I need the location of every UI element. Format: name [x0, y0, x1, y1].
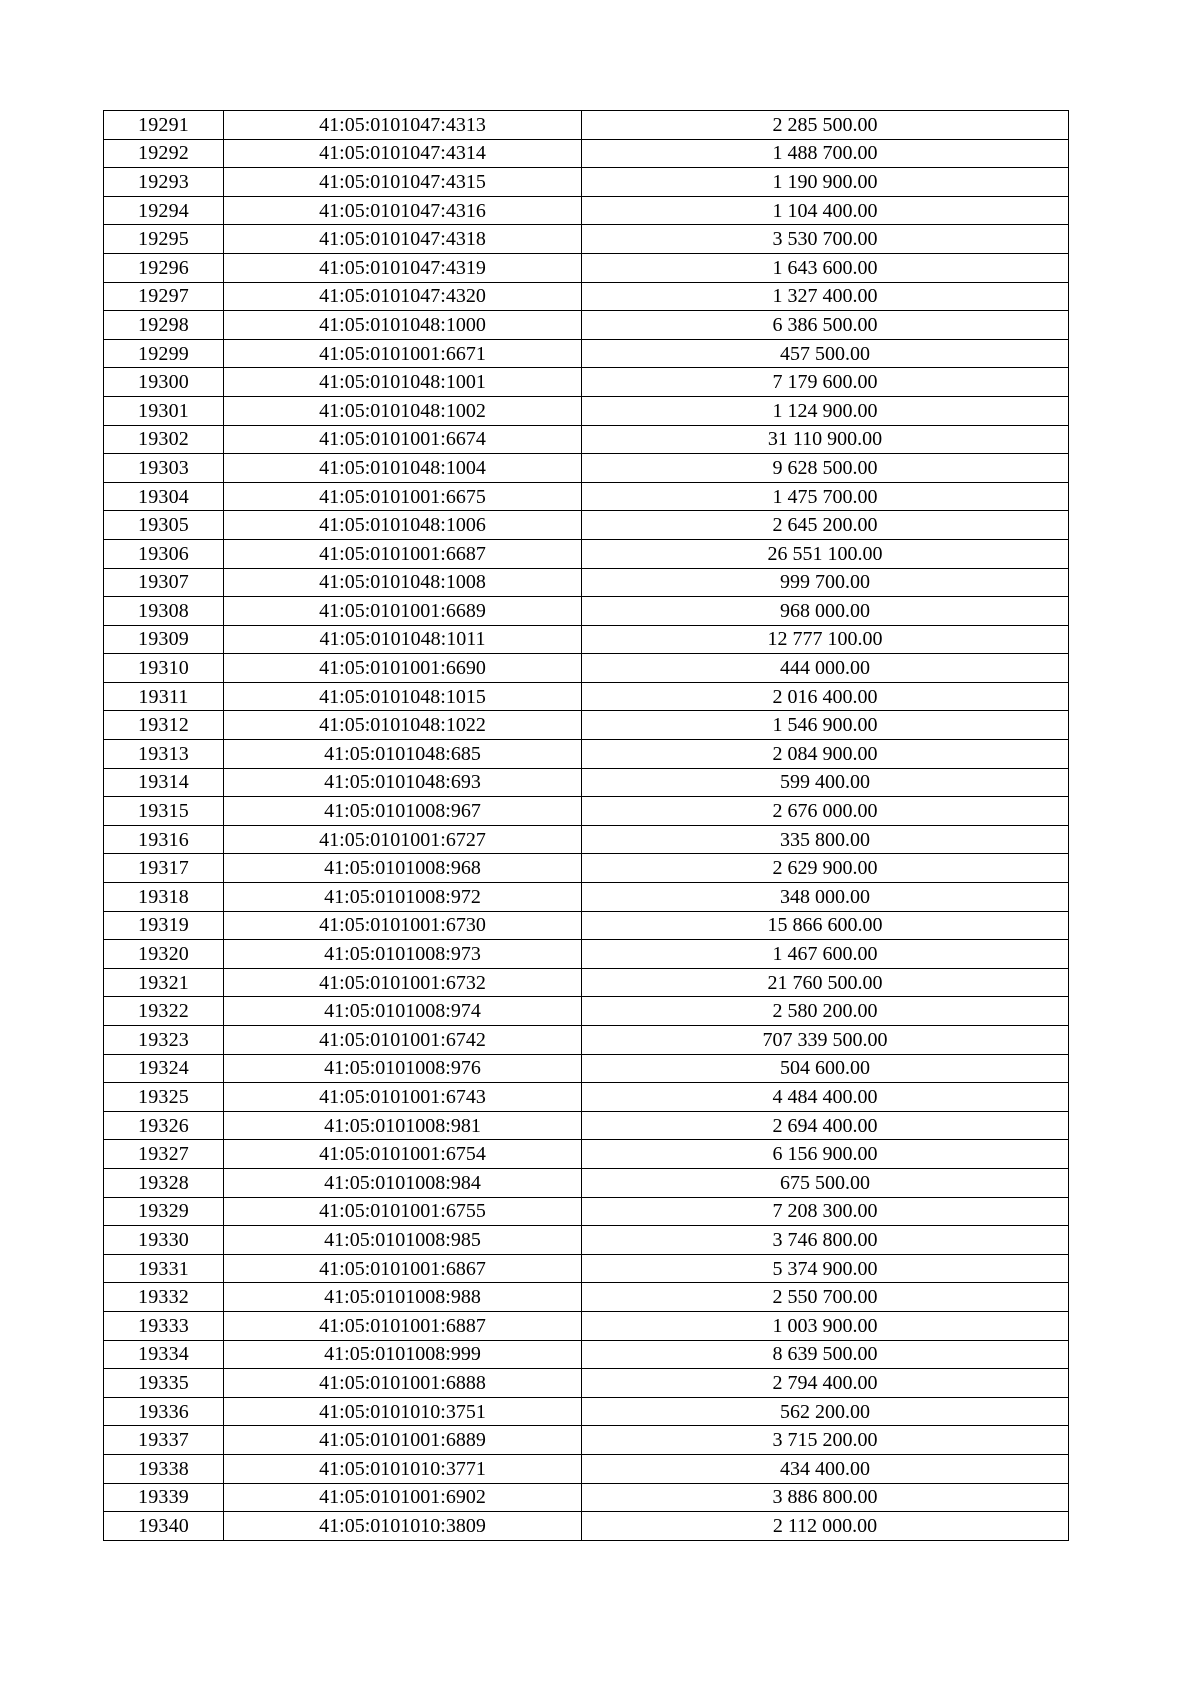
cadastral-number-cell: 41:05:0101048:685	[224, 740, 582, 769]
cadastral-number-cell: 41:05:0101047:4315	[224, 168, 582, 197]
cadastral-value-cell: 31 110 900.00	[582, 425, 1069, 454]
table-row	[104, 196, 1069, 225]
cadastral-value-cell: 2 016 400.00	[582, 682, 1069, 711]
cadastral-number-cell: 41:05:0101008:985	[224, 1226, 582, 1255]
row-number-cell: 19337	[104, 1426, 224, 1455]
table-row	[104, 997, 1069, 1026]
cadastral-value-cell: 2 550 700.00	[582, 1283, 1069, 1312]
cadastral-number-cell: 41:05:0101048:1002	[224, 396, 582, 425]
table-row	[104, 797, 1069, 826]
row-number-cell: 19315	[104, 797, 224, 826]
cadastral-number-cell: 41:05:0101048:1008	[224, 568, 582, 597]
table-row	[104, 253, 1069, 282]
cadastral-number-cell: 41:05:0101048:1015	[224, 682, 582, 711]
cadastral-number-cell: 41:05:0101008:988	[224, 1283, 582, 1312]
row-number-cell: 19314	[104, 768, 224, 797]
cadastral-number-cell: 41:05:0101001:6888	[224, 1369, 582, 1398]
cadastral-value-cell: 1 327 400.00	[582, 282, 1069, 311]
cadastral-value-cell: 3 886 800.00	[582, 1483, 1069, 1512]
table-row	[104, 1111, 1069, 1140]
table-row	[104, 568, 1069, 597]
table-row	[104, 1254, 1069, 1283]
cadastral-value-cell: 1 467 600.00	[582, 940, 1069, 969]
row-number-cell: 19300	[104, 368, 224, 397]
table-row	[104, 1426, 1069, 1455]
cadastral-number-cell: 41:05:0101001:6689	[224, 597, 582, 626]
row-number-cell: 19302	[104, 425, 224, 454]
cadastral-value-cell: 2 112 000.00	[582, 1512, 1069, 1541]
row-number-cell: 19338	[104, 1454, 224, 1483]
cadastral-number-cell: 41:05:0101001:6730	[224, 911, 582, 940]
table-row	[104, 883, 1069, 912]
table-row	[104, 539, 1069, 568]
cadastral-number-cell: 41:05:0101048:1000	[224, 311, 582, 340]
row-number-cell: 19322	[104, 997, 224, 1026]
row-number-cell: 19297	[104, 282, 224, 311]
table-row	[104, 168, 1069, 197]
cadastral-value-cell: 26 551 100.00	[582, 539, 1069, 568]
row-number-cell: 19336	[104, 1397, 224, 1426]
row-number-cell: 19319	[104, 911, 224, 940]
cadastral-value-cell: 2 694 400.00	[582, 1111, 1069, 1140]
row-number-cell: 19323	[104, 1026, 224, 1055]
cadastral-number-cell: 41:05:0101008:967	[224, 797, 582, 826]
row-number-cell: 19324	[104, 1054, 224, 1083]
table-row	[104, 482, 1069, 511]
cadastral-value-cell: 21 760 500.00	[582, 968, 1069, 997]
table-row	[104, 1397, 1069, 1426]
cadastral-number-cell: 41:05:0101047:4314	[224, 139, 582, 168]
table-row	[104, 597, 1069, 626]
table-row	[104, 1054, 1069, 1083]
cadastral-value-cell: 1 104 400.00	[582, 196, 1069, 225]
cadastral-number-cell: 41:05:0101047:4319	[224, 253, 582, 282]
cadastral-value-cell: 1 003 900.00	[582, 1311, 1069, 1340]
cadastral-value-cell: 9 628 500.00	[582, 454, 1069, 483]
row-number-cell: 19298	[104, 311, 224, 340]
cadastral-number-cell: 41:05:0101001:6675	[224, 482, 582, 511]
cadastral-number-cell: 41:05:0101008:972	[224, 883, 582, 912]
table-row	[104, 1226, 1069, 1255]
cadastral-value-cell: 12 777 100.00	[582, 625, 1069, 654]
cadastral-value-cell: 1 643 600.00	[582, 253, 1069, 282]
cadastral-value-cell: 3 746 800.00	[582, 1226, 1069, 1255]
row-number-cell: 19301	[104, 396, 224, 425]
cadastral-number-cell: 41:05:0101047:4316	[224, 196, 582, 225]
cadastral-number-cell: 41:05:0101047:4318	[224, 225, 582, 254]
table-row	[104, 911, 1069, 940]
cadastral-number-cell: 41:05:0101048:1001	[224, 368, 582, 397]
cadastral-value-cell: 504 600.00	[582, 1054, 1069, 1083]
cadastral-number-cell: 41:05:0101001:6674	[224, 425, 582, 454]
table-row	[104, 111, 1069, 140]
table-row	[104, 311, 1069, 340]
row-number-cell: 19318	[104, 883, 224, 912]
cadastral-number-cell: 41:05:0101010:3771	[224, 1454, 582, 1483]
cadastral-value-cell: 444 000.00	[582, 654, 1069, 683]
cadastral-number-cell: 41:05:0101001:6742	[224, 1026, 582, 1055]
table-row	[104, 139, 1069, 168]
cadastral-number-cell: 41:05:0101008:973	[224, 940, 582, 969]
table-row	[104, 1311, 1069, 1340]
row-number-cell: 19294	[104, 196, 224, 225]
row-number-cell: 19327	[104, 1140, 224, 1169]
cadastral-value-cell: 6 156 900.00	[582, 1140, 1069, 1169]
cadastral-number-cell: 41:05:0101008:968	[224, 854, 582, 883]
cadastral-number-cell: 41:05:0101001:6755	[224, 1197, 582, 1226]
cadastral-number-cell: 41:05:0101008:976	[224, 1054, 582, 1083]
table-row	[104, 854, 1069, 883]
cadastral-value-cell: 5 374 900.00	[582, 1254, 1069, 1283]
cadastral-number-cell: 41:05:0101001:6743	[224, 1083, 582, 1112]
table-row	[104, 825, 1069, 854]
cadastral-value-cell: 968 000.00	[582, 597, 1069, 626]
table-row	[104, 968, 1069, 997]
row-number-cell: 19330	[104, 1226, 224, 1255]
cadastral-value-cell: 2 629 900.00	[582, 854, 1069, 883]
cadastral-number-cell: 41:05:0101047:4320	[224, 282, 582, 311]
cadastral-number-cell: 41:05:0101001:6732	[224, 968, 582, 997]
row-number-cell: 19334	[104, 1340, 224, 1369]
row-number-cell: 19293	[104, 168, 224, 197]
row-number-cell: 19305	[104, 511, 224, 540]
cadastral-value-cell: 707 339 500.00	[582, 1026, 1069, 1055]
cadastral-number-cell: 41:05:0101048:1006	[224, 511, 582, 540]
row-number-cell: 19291	[104, 111, 224, 140]
cadastral-value-cell: 7 179 600.00	[582, 368, 1069, 397]
cadastral-value-cell: 2 676 000.00	[582, 797, 1069, 826]
row-number-cell: 19332	[104, 1283, 224, 1312]
cadastral-number-cell: 41:05:0101001:6889	[224, 1426, 582, 1455]
row-number-cell: 19299	[104, 339, 224, 368]
table-row	[104, 711, 1069, 740]
table-row	[104, 1483, 1069, 1512]
row-number-cell: 19310	[104, 654, 224, 683]
table-row	[104, 1168, 1069, 1197]
cadastral-number-cell: 41:05:0101001:6887	[224, 1311, 582, 1340]
cadastral-value-table	[103, 110, 1069, 1541]
cadastral-value-cell: 675 500.00	[582, 1168, 1069, 1197]
cadastral-value-cell: 7 208 300.00	[582, 1197, 1069, 1226]
cadastral-number-cell: 41:05:0101008:974	[224, 997, 582, 1026]
table-row	[104, 1197, 1069, 1226]
table-row	[104, 368, 1069, 397]
cadastral-value-cell: 3 530 700.00	[582, 225, 1069, 254]
cadastral-value-cell: 2 580 200.00	[582, 997, 1069, 1026]
cadastral-value-cell: 4 484 400.00	[582, 1083, 1069, 1112]
cadastral-value-cell: 599 400.00	[582, 768, 1069, 797]
cadastral-value-cell: 3 715 200.00	[582, 1426, 1069, 1455]
table-row	[104, 682, 1069, 711]
cadastral-number-cell: 41:05:0101048:693	[224, 768, 582, 797]
row-number-cell: 19295	[104, 225, 224, 254]
row-number-cell: 19329	[104, 1197, 224, 1226]
row-number-cell: 19321	[104, 968, 224, 997]
cadastral-number-cell: 41:05:0101048:1011	[224, 625, 582, 654]
table-body	[104, 111, 1069, 1541]
row-number-cell: 19311	[104, 682, 224, 711]
table-row	[104, 1283, 1069, 1312]
cadastral-number-cell: 41:05:0101010:3751	[224, 1397, 582, 1426]
table-row	[104, 1454, 1069, 1483]
cadastral-value-cell: 335 800.00	[582, 825, 1069, 854]
row-number-cell: 19292	[104, 139, 224, 168]
cadastral-value-cell: 1 124 900.00	[582, 396, 1069, 425]
table-row	[104, 511, 1069, 540]
row-number-cell: 19317	[104, 854, 224, 883]
row-number-cell: 19335	[104, 1369, 224, 1398]
cadastral-number-cell: 41:05:0101001:6727	[224, 825, 582, 854]
cadastral-value-cell: 2 285 500.00	[582, 111, 1069, 140]
cadastral-number-cell: 41:05:0101048:1004	[224, 454, 582, 483]
cadastral-number-cell: 41:05:0101008:999	[224, 1340, 582, 1369]
cadastral-number-cell: 41:05:0101047:4313	[224, 111, 582, 140]
row-number-cell: 19303	[104, 454, 224, 483]
row-number-cell: 19296	[104, 253, 224, 282]
cadastral-number-cell: 41:05:0101001:6690	[224, 654, 582, 683]
cadastral-value-cell: 999 700.00	[582, 568, 1069, 597]
row-number-cell: 19339	[104, 1483, 224, 1512]
row-number-cell: 19326	[104, 1111, 224, 1140]
table-row	[104, 1083, 1069, 1112]
cadastral-value-cell: 6 386 500.00	[582, 311, 1069, 340]
table-row	[104, 1026, 1069, 1055]
row-number-cell: 19308	[104, 597, 224, 626]
row-number-cell: 19306	[104, 539, 224, 568]
cadastral-number-cell: 41:05:0101008:981	[224, 1111, 582, 1140]
cadastral-number-cell: 41:05:0101001:6867	[224, 1254, 582, 1283]
cadastral-value-cell: 2 645 200.00	[582, 511, 1069, 540]
cadastral-value-cell: 2 794 400.00	[582, 1369, 1069, 1398]
cadastral-value-cell: 434 400.00	[582, 1454, 1069, 1483]
cadastral-value-cell: 1 546 900.00	[582, 711, 1069, 740]
table-row	[104, 625, 1069, 654]
cadastral-number-cell: 41:05:0101001:6754	[224, 1140, 582, 1169]
cadastral-value-cell: 1 190 900.00	[582, 168, 1069, 197]
table-row	[104, 396, 1069, 425]
table-row	[104, 282, 1069, 311]
table-row	[104, 339, 1069, 368]
cadastral-number-cell: 41:05:0101010:3809	[224, 1512, 582, 1541]
table-row	[104, 425, 1069, 454]
row-number-cell: 19304	[104, 482, 224, 511]
row-number-cell: 19340	[104, 1512, 224, 1541]
table-row	[104, 225, 1069, 254]
cadastral-value-cell: 15 866 600.00	[582, 911, 1069, 940]
row-number-cell: 19320	[104, 940, 224, 969]
table-row	[104, 740, 1069, 769]
table-row	[104, 654, 1069, 683]
table-row	[104, 1140, 1069, 1169]
cadastral-value-cell: 457 500.00	[582, 339, 1069, 368]
table-row	[104, 1369, 1069, 1398]
table-row	[104, 1512, 1069, 1541]
table-row	[104, 1340, 1069, 1369]
cadastral-value-cell: 2 084 900.00	[582, 740, 1069, 769]
cadastral-value-cell: 1 475 700.00	[582, 482, 1069, 511]
table-row	[104, 454, 1069, 483]
cadastral-number-cell: 41:05:0101001:6902	[224, 1483, 582, 1512]
cadastral-number-cell: 41:05:0101001:6671	[224, 339, 582, 368]
cadastral-value-cell: 8 639 500.00	[582, 1340, 1069, 1369]
cadastral-value-cell: 348 000.00	[582, 883, 1069, 912]
row-number-cell: 19309	[104, 625, 224, 654]
cadastral-number-cell: 41:05:0101001:6687	[224, 539, 582, 568]
row-number-cell: 19313	[104, 740, 224, 769]
cadastral-number-cell: 41:05:0101008:984	[224, 1168, 582, 1197]
cadastral-number-cell: 41:05:0101048:1022	[224, 711, 582, 740]
row-number-cell: 19328	[104, 1168, 224, 1197]
table-row	[104, 940, 1069, 969]
row-number-cell: 19312	[104, 711, 224, 740]
row-number-cell: 19316	[104, 825, 224, 854]
cadastral-value-cell: 1 488 700.00	[582, 139, 1069, 168]
table-row	[104, 768, 1069, 797]
row-number-cell: 19307	[104, 568, 224, 597]
row-number-cell: 19331	[104, 1254, 224, 1283]
cadastral-value-cell: 562 200.00	[582, 1397, 1069, 1426]
row-number-cell: 19325	[104, 1083, 224, 1112]
row-number-cell: 19333	[104, 1311, 224, 1340]
